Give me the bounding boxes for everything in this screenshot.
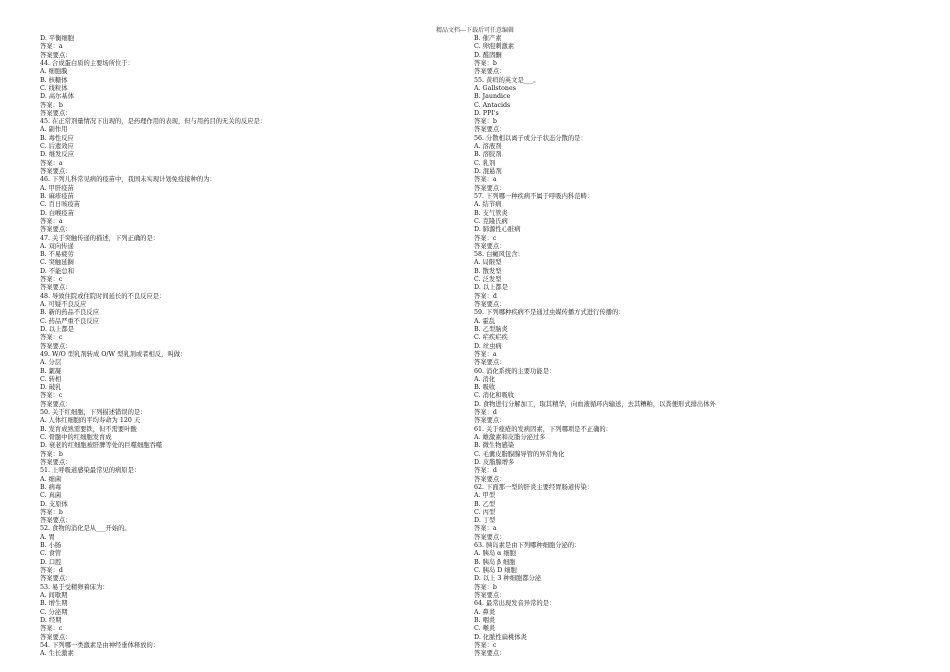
- text-line: 答案要点：: [474, 184, 506, 192]
- text-line: A. 胃: [40, 533, 55, 541]
- text-line: 答案：a: [474, 525, 497, 533]
- text-line: 答案要点：: [40, 51, 72, 59]
- text-line: C. 转相: [40, 375, 62, 383]
- text-line: 答案要点：: [40, 633, 72, 641]
- text-line: 答案：a: [40, 159, 63, 167]
- text-line: 答案要点：: [40, 400, 72, 408]
- text-line: B. 发育成熟需要铁，但不需要叶酸: [40, 425, 137, 433]
- text-line: 答案：b: [40, 450, 63, 458]
- text-line: 60. 消化系统的主要功能是：: [474, 367, 556, 375]
- text-line: B. 胰岛 β 细胞: [474, 558, 516, 566]
- text-line: B. 咽炎: [474, 616, 496, 624]
- text-line: D. 继发反应: [40, 151, 75, 159]
- text-line: 答案要点：: [474, 359, 506, 367]
- text-line: C. 卵泡刺激素: [474, 43, 515, 51]
- text-line: A. 结节病: [474, 201, 502, 209]
- text-line: A. 副作用: [40, 126, 68, 134]
- text-line: 49. W/O 型乳剂转成 O/W 型乳剂或者相反，叫做：: [40, 350, 187, 358]
- text-line: 答案要点：: [40, 226, 72, 234]
- text-line: D. 不能总和: [40, 267, 75, 275]
- text-line: 59. 下列哪种疾病不是通过虫媒传播方式进行传播的：: [474, 309, 625, 317]
- left-column: [40, 35, 440, 658]
- text-line: D. 化脓性扁桃体炎: [474, 633, 527, 641]
- text-line: 答案要点：: [474, 242, 506, 250]
- text-line: B. 微生物感染: [474, 442, 515, 450]
- text-line: D. 衰老的红细胞被肝脾等处的巨噬细胞吞噬: [40, 442, 163, 450]
- text-line: C. 突触延搁: [40, 259, 74, 267]
- text-line: 答案：c: [474, 641, 497, 649]
- text-line: A. 鼻炎: [474, 608, 496, 616]
- text-line: D. 丁型: [474, 517, 496, 525]
- text-line: 56. 分散相以离子或分子状态分散的是：: [474, 134, 587, 142]
- text-line: 答案要点：: [474, 533, 506, 541]
- text-line: A. 胰岛 α 细胞: [474, 550, 516, 558]
- text-line: B. 病毒: [40, 483, 62, 491]
- text-line: 答案要点：: [40, 109, 72, 117]
- text-line: D. 白喉疫苗: [40, 209, 75, 217]
- text-line: A. 细菌: [40, 475, 62, 483]
- text-line: 答案：a: [40, 217, 63, 225]
- text-line: B. 催产素: [474, 35, 502, 42]
- text-line: D. 破乳: [40, 384, 62, 392]
- text-line: 53. 易于受精卵着床为：: [40, 583, 109, 591]
- text-line: C. 喉炎: [474, 625, 496, 633]
- text-line: D. 皮脂腺增多: [474, 458, 515, 466]
- text-line: 58. 白癜风包含：: [474, 251, 524, 259]
- text-line: D. 以上 3 种细胞都分泌: [474, 575, 542, 583]
- text-line: D. PPI's: [474, 109, 499, 117]
- text-line: B. 麻疹疫苗: [40, 192, 74, 200]
- text-line: 答案要点：: [474, 650, 506, 658]
- text-line: 答案：a: [40, 43, 63, 51]
- text-line: B. 乙型脑炎: [474, 325, 508, 333]
- text-line: C. 毛囊皮脂腺腺导管的异常角化: [474, 450, 565, 458]
- text-line: A. 甲肝疫苗: [40, 184, 74, 192]
- text-line: 答案：d: [474, 467, 497, 475]
- text-line: 52. 食物的消化是从___开始的。: [40, 525, 131, 533]
- text-line: C. 线粒体: [40, 84, 68, 92]
- text-line: C. 食管: [40, 550, 62, 558]
- text-line: D. 混悬剂: [474, 168, 502, 175]
- text-line: 55. 黄疸的英文是___。: [474, 76, 540, 84]
- text-line: C. 骨髓中的红细胞发育成: [40, 434, 112, 441]
- text-line: A. 雄激素和皮脂分泌过多: [474, 434, 546, 441]
- text-line: 64. 最常出现发音异常的是：: [474, 600, 556, 608]
- text-line: 答案：b: [40, 508, 63, 516]
- right-column: [474, 35, 914, 658]
- text-line: 54. 下列哪一类激素是由神经垂体释放的：: [40, 641, 160, 649]
- text-line: A. 生长激素: [40, 650, 74, 658]
- text-line: 答案：b: [474, 59, 497, 67]
- text-line: A. 甲型: [474, 492, 496, 500]
- text-line: 答案：a: [474, 350, 497, 358]
- text-line: B. 毒性反应: [40, 134, 74, 142]
- text-line: B. Jaundice: [474, 93, 511, 101]
- text-line: C. 百日咳疫苗: [40, 201, 81, 209]
- text-line: 答案：c: [40, 625, 63, 633]
- text-line: 答案：b: [40, 101, 63, 109]
- text-line: D. 醛固酮: [474, 51, 502, 59]
- text-line: B. 核糖体: [40, 76, 68, 84]
- text-line: 46. 下列儿科常见病的疫苗中，我国未实现计划免疫接种的为：: [40, 176, 216, 184]
- text-line: D. 以上都是: [40, 325, 75, 333]
- text-line: 答案：b: [474, 118, 497, 126]
- text-line: 47. 关于突触传递的描述，下列正确的是：: [40, 234, 160, 242]
- text-line: C. 泛发型: [474, 276, 502, 284]
- text-line: A. Gallstones: [474, 84, 516, 92]
- text-line: 61. 关于痤疮的发病因素，下列哪项是不正确的：: [474, 425, 612, 433]
- text-line: D. 经期: [40, 616, 62, 624]
- text-line: 答案要点：: [474, 475, 506, 483]
- text-line: 答案要点：: [474, 126, 506, 134]
- text-line: 答案要点：: [474, 301, 506, 308]
- text-line: 答案：c: [474, 234, 497, 242]
- text-line: C. 乳剂: [474, 159, 496, 167]
- text-line: B. 新的药品不良反应: [40, 309, 100, 317]
- text-line: B. 增生期: [40, 600, 68, 608]
- text-line: 48. 导致住院或住院时间延长的不良反应是：: [40, 292, 166, 300]
- text-line: B. 絮凝: [40, 367, 62, 375]
- text-line: 答案要点：: [40, 517, 72, 525]
- text-line: 答案要点：: [40, 284, 72, 292]
- page-header: 精品文档---下载后可任意编辑: [435, 27, 515, 34]
- text-line: A. 双向传递: [40, 242, 74, 250]
- text-line: A. 局限型: [474, 259, 502, 267]
- text-line: D. 支原体: [40, 500, 68, 508]
- text-line: 答案：b: [474, 583, 497, 591]
- text-line: B. 小肠: [40, 542, 62, 550]
- text-line: B. 吸收: [474, 384, 496, 392]
- text-line: A. 消化: [474, 375, 496, 383]
- text-line: D. 丝虫病: [474, 342, 502, 350]
- text-line: 答案：a: [474, 176, 497, 184]
- text-line: 答案要点：: [474, 591, 506, 599]
- text-line: C. Antacids: [474, 101, 511, 109]
- text-line: 答案：d: [40, 567, 63, 574]
- text-line: D. 食物进行分解加工，取其精华，向血液循环内输送，去其糟粕，以粪便形式排出体外: [474, 400, 716, 408]
- text-line: A. 霍乱: [474, 317, 496, 325]
- text-line: D. 高尔基体: [40, 93, 75, 101]
- text-line: C. 克隆氏病: [474, 217, 508, 225]
- text-line: 答案要点：: [474, 417, 506, 425]
- text-line: C. 胰岛 D 细胞: [474, 567, 517, 574]
- text-line: C. 消化和吸收: [474, 392, 515, 400]
- text-line: 62. 下面那一型的肝炎主要经胃肠道传染：: [474, 483, 594, 491]
- text-line: A. 人体红细胞的平均寿命为 120 天: [40, 417, 141, 425]
- text-line: D. 口腔: [40, 558, 62, 566]
- text-line: D. 肺源性心脏病: [474, 226, 521, 234]
- text-line: 63. 胰岛素是由下列哪种细胞分泌的：: [474, 542, 581, 550]
- text-line: C. 药品严重不良反应: [40, 317, 99, 325]
- text-line: A. 间歇期: [40, 591, 68, 599]
- text-line: 57. 下列哪一种疾病不属于呼吸内科范畴：: [474, 192, 594, 200]
- text-line: 答案要点：: [40, 458, 72, 466]
- text-line: A. 可疑不良反应: [40, 301, 87, 308]
- text-line: C. 分泌期: [40, 608, 68, 616]
- text-line: B. 溶胶剂: [474, 151, 502, 159]
- text-line: 答案：d: [474, 292, 497, 300]
- text-line: B. 不易疲劳: [40, 251, 74, 259]
- text-line: 答案要点：: [40, 168, 72, 175]
- text-line: 答案：c: [40, 392, 63, 400]
- text-line: C. 疟疾疟疾: [474, 334, 508, 342]
- text-line: 答案：d: [474, 409, 497, 417]
- text-line: A. 分层: [40, 359, 62, 367]
- text-line: 答案要点：: [474, 68, 506, 76]
- text-line: 答案要点：: [40, 575, 72, 583]
- text-line: 51. 上呼吸道感染最常见的病原是：: [40, 467, 141, 475]
- text-line: 答案：c: [40, 334, 63, 342]
- text-line: 50. 关于红细胞，下列描述错误的是：: [40, 409, 147, 417]
- text-line: B. 支气管炎: [474, 209, 508, 217]
- text-line: 答案：c: [40, 276, 63, 284]
- text-line: C. 丙型: [474, 508, 496, 516]
- text-line: 答案要点：: [40, 342, 72, 350]
- text-line: C. 真菌: [40, 492, 62, 500]
- text-line: B. 乙型: [474, 500, 496, 508]
- text-line: C. 后遗效应: [40, 143, 74, 151]
- text-line: B. 散发型: [474, 267, 502, 275]
- text-line: D. 平衡细胞: [40, 35, 75, 42]
- text-line: A. 溶液剂: [474, 143, 502, 151]
- text-line: A. 细胞膜: [40, 68, 68, 76]
- text-line: 45. 在正常剂量情况下出现的，是药理作用的表现，但与用药目的无关的反应是：: [40, 118, 267, 126]
- text-line: 44. 合成蛋白质的主要场所位于：: [40, 59, 134, 67]
- text-line: D. 以上都是: [474, 284, 509, 292]
